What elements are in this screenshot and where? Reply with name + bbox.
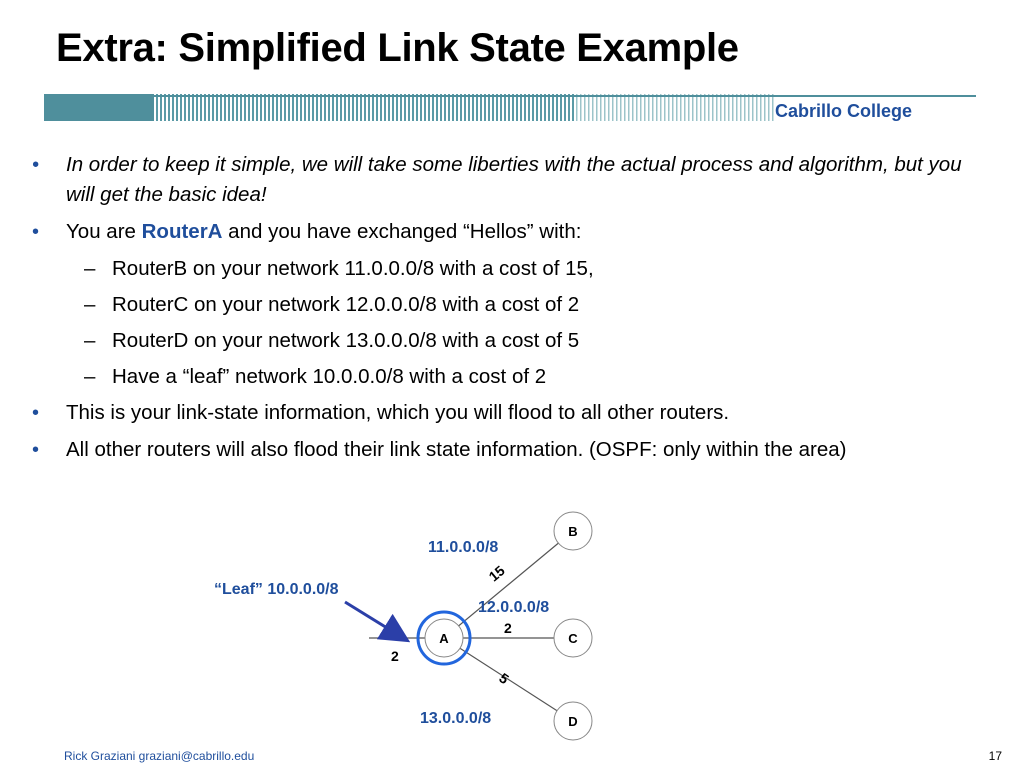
sub-bullet-text: Have a “leaf” network 10.0.0.0/8 with a cost of 2 [112,365,547,388]
cost-label-ad: 5 [496,669,512,688]
sub-bullet-text: RouterC on your network 12.0.0.0/8 with a cost of 2 [112,293,580,316]
router-b-label: B [568,524,578,539]
router-d-label: D [568,714,578,729]
bullet-flood: • This is your link-state information, which you will flood to all other routers. [30,398,990,428]
network-label-ac: 12.0.0.0/8 [478,599,550,616]
link-a-d [444,638,573,721]
dash-marker: – [84,365,96,388]
network-label-ad: 13.0.0.0/8 [420,710,492,727]
dash-marker: – [84,329,96,352]
page-number: 17 [988,749,1002,763]
router-c-label: C [568,631,578,646]
bullet-intro: • In order to keep it simple, we will take some liberties with the actual process and algorithm, but you will get the basic idea! [30,150,990,210]
dash-marker: – [84,293,96,316]
leaf-arrow [345,602,400,636]
college-logo-text: Cabrillo College [775,101,913,121]
router-a-highlight: RouterA [141,220,223,243]
bullet-router-a-prefix: You are [66,220,142,243]
router-a-label: A [439,631,449,646]
slide-title: Extra: Simplified Link State Example [56,26,739,70]
cost-label-ab: 15 [485,562,508,585]
sub-bullet-text: RouterD on your network 13.0.0.0/8 with a cost of 5 [112,329,580,352]
network-label-leaf: “Leaf” 10.0.0.0/8 [214,581,339,598]
sub-bullet-text: RouterB on your network 11.0.0.0/8 with a cost of 15, [112,257,594,280]
cost-label-ac: 2 [504,620,512,636]
bullet-router-a-suffix: and you have exchanged “Hellos” with: [222,220,582,243]
cost-label-leaf: 2 [391,648,399,664]
dash-marker: – [84,257,96,280]
footer-author: Rick Graziani graziani@cabrillo.edu [64,749,255,763]
bullet-ospf: • All other routers will also flood their link state information. (OSPF: only within the area) [30,435,990,465]
network-label-ab: 11.0.0.0/8 [428,539,499,556]
